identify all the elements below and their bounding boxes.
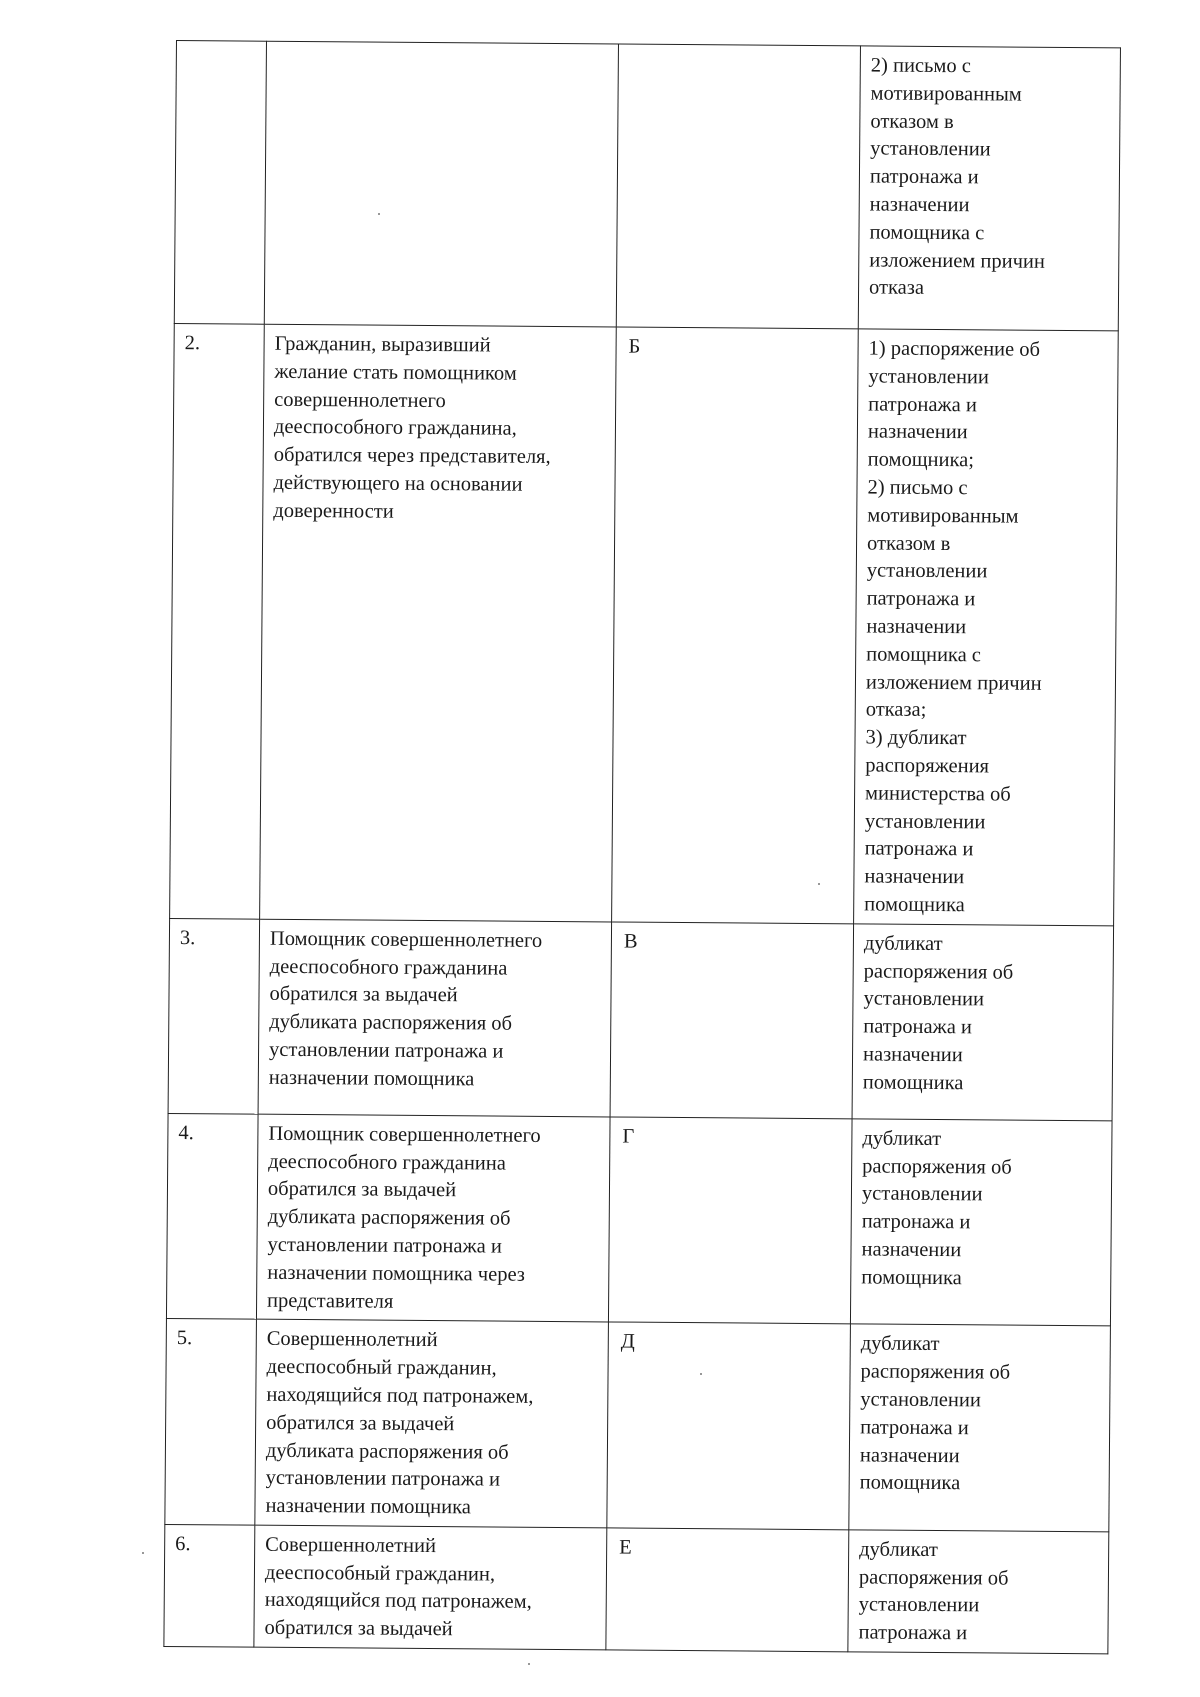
result-cell: дубликат распоряжения об установлении патронажа и назначении помощника	[849, 1324, 1111, 1532]
applicant-description-cell	[264, 41, 618, 327]
row-number-cell: 5.	[165, 1319, 257, 1525]
variant-code-cell: Г	[608, 1117, 852, 1324]
table-row	[165, 1319, 1111, 1532]
table-row	[166, 1113, 1112, 1326]
table-row	[168, 918, 1114, 1120]
applicant-description-cell: Совершеннолетний дееспособный гражданин, находящийся под патронажем, обратился за выдачей	[254, 1525, 607, 1650]
scan-speck	[700, 1373, 702, 1375]
scan-speck	[378, 213, 380, 215]
variant-code-cell: Б	[612, 327, 859, 924]
table-row	[164, 1524, 1109, 1654]
scan-speck	[818, 883, 820, 885]
row-number-cell: 6.	[164, 1524, 255, 1647]
table-row	[170, 323, 1119, 925]
row-number-cell	[174, 41, 266, 325]
applicant-description-cell: Помощник совершеннолетнего дееспособного гражданина обратился за выдачей дубликата распоряжения об установлении патронажа и назначении помощника через представителя	[256, 1114, 610, 1322]
applicant-description-cell: Помощник совершеннолетнего дееспособного гражданина обратился за выдачей дубликата распоряжения об установлении патронажа и назначении помощника	[258, 919, 612, 1117]
row-number-cell: 4.	[166, 1113, 258, 1319]
applicant-description-cell: Совершеннолетний дееспособный гражданин, находящийся под патронажем, обратился за выдачей дубликата распоряжения об установлении патронажа и назначении помощника	[255, 1319, 609, 1527]
services-table	[163, 40, 1121, 1654]
result-cell: дубликат распоряжения об установлении патронажа и назначении помощника	[850, 1119, 1112, 1327]
variant-code-cell	[616, 44, 860, 329]
applicant-description-cell: Гражданин, выразивший желание стать помощником совершеннолетнего дееспособного гражданина, обратился через представителя, действующего на основании доверенности	[260, 324, 617, 921]
result-cell: дубликат распоряжения об установлении патронажа и назначении помощника	[852, 924, 1114, 1121]
result-cell: дубликат распоряжения об установлении патронажа и	[848, 1530, 1109, 1654]
row-number-cell: 3.	[168, 918, 260, 1114]
row-number-cell: 2.	[170, 323, 265, 918]
table-row	[174, 41, 1120, 331]
variant-code-cell: Е	[606, 1528, 849, 1652]
variant-code-cell: Д	[607, 1322, 851, 1529]
result-cell: 2) письмо с мотивированным отказом в установлении патронажа и назначении помощника с изложением причин отказа	[858, 46, 1120, 331]
scan-speck	[142, 1552, 144, 1554]
result-cell: 1) распоряжение об установлении патронажа и назначении помощника; 2) письмо с мотивированным отказом в установлении патронажа и назначении помощника с изложением причин отказа; 3) дубликат распоряжения министерства об установлении патронажа и назначении помощника	[854, 329, 1119, 926]
scan-speck	[528, 1663, 530, 1665]
variant-code-cell: В	[610, 922, 854, 1119]
